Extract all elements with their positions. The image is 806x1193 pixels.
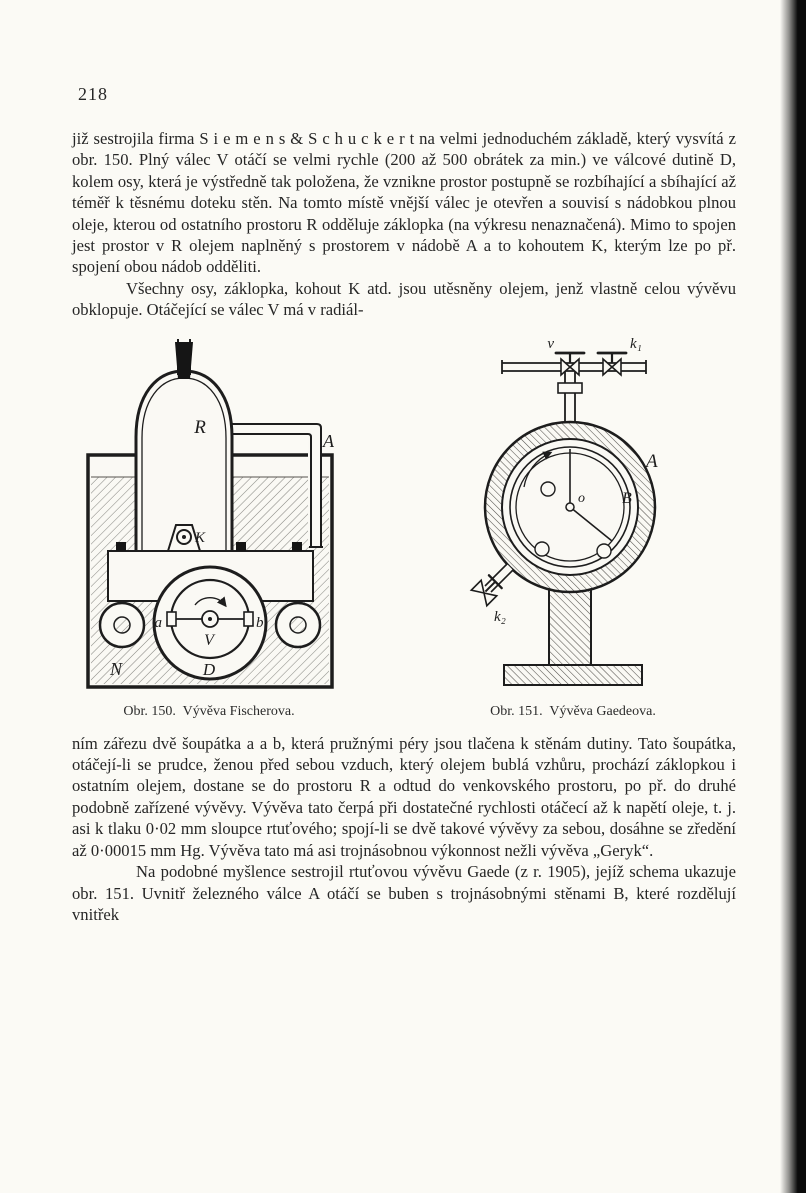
fig150-label-D: D bbox=[202, 659, 216, 679]
paragraph-2: Všechny osy, záklopka, kohout K atd. jsou utěsněny olejem, jenž vlastně celou vývěvu obklopuje. Otáčející se válec V má v radiál- bbox=[72, 278, 736, 320]
fig151-label-A: A bbox=[646, 450, 658, 472]
fig151-label-B: B bbox=[622, 489, 632, 507]
fig150-label-a: a bbox=[154, 614, 162, 631]
fig151-label-o: o bbox=[578, 490, 585, 506]
figure-150-drawing bbox=[78, 337, 340, 689]
book-edge-shadow bbox=[780, 0, 806, 1193]
fig150-label-K: K bbox=[195, 529, 206, 546]
fig151-top-pipework bbox=[502, 353, 646, 429]
figures-row bbox=[72, 337, 736, 720]
paragraph-1: již sestrojila firma S i e m e n s & S c h u c k e r t na velmi jednoduchém základě, který vysvítá z obr. 150. Plný válec V otáčí se velmi rychle (200 až 500 obrátek za min.) ve válcové dutině D, kolem osy, která je výstředně tak položena, že vznikne prostor postupně se rozbíhající a sbíhající až téměř k těsnému doteku stěn. Na tomto místě vnější válec je otevřen a souvisí s nádobkou plnou oleje, kterou od ostatního prostoru R odděluje záklopka (na výkresu nenaznačená). Mimo to spojen jest prostor v R olejem naplněný s prostorem v nádobě A a to kohoutem K, kterým lze po př. spojení obou nádob odděliti. bbox=[72, 129, 736, 277]
figure-150 bbox=[78, 337, 340, 720]
figure-150-caption: Obr. 150. Vývěva Fischerova. bbox=[123, 703, 295, 719]
paragraph-3: ním zářezu dvě šoupátka a a b, která pružnými péry jsou tlačena k stěnám dutiny. Tato šoupátka, otáčejí-li se prudce, ženou před sebou vzduch, který olejem bublá vzhůru, prochází záklopkou i ostatním olejem, dostane se do prostoru R a odtud do venkovského prostoru, po př. do druhé podobně zařízené vývěvy. Vývěva tato čerpá při dostatečné rychlosti otáčecí až k napětí oleje, t. j. asi k tlaku 0·02 mm sloupce rtuťového; spojí-li se dvě takové vývěvy za sebou, dosáhne se zředění až 0·00015 mm Hg. Vývěva tato má asi trojnásobnou výkonnost nežli vývěva „Geryk“. bbox=[72, 733, 736, 860]
fig150-shaft bbox=[175, 339, 193, 379]
fig150-label-A: A bbox=[323, 430, 334, 451]
fig151-stand bbox=[504, 577, 642, 685]
fig151-valve-k2 bbox=[471, 564, 513, 606]
fig151-label-k1: k₁ bbox=[630, 336, 642, 352]
fig151-label-v: v bbox=[547, 336, 554, 352]
page-number: 218 bbox=[78, 84, 108, 104]
text-block bbox=[72, 128, 736, 925]
figure-151 bbox=[454, 337, 692, 720]
fig150-label-R: R bbox=[194, 416, 206, 438]
fig150-label-N: N bbox=[110, 658, 123, 679]
fig150-label-b: b bbox=[256, 614, 264, 631]
paragraph-4: Na podobné myšlence sestrojil rtuťovou vývěvu Gaede (z r. 1905), jejíž schema ukazuje obr. 151. Uvnitř železného válce A otáčí se buben s trojnásobnými stěnami B, které rozdělují vnitřek bbox=[72, 862, 736, 924]
fig151-label-k2: k₂ bbox=[494, 608, 506, 625]
figure-151-drawing bbox=[454, 337, 692, 689]
figure-151-caption: Obr. 151. Vývěva Gaedeova. bbox=[490, 703, 656, 719]
fig150-label-V: V bbox=[204, 631, 214, 649]
fig151-cylinder bbox=[485, 422, 655, 592]
